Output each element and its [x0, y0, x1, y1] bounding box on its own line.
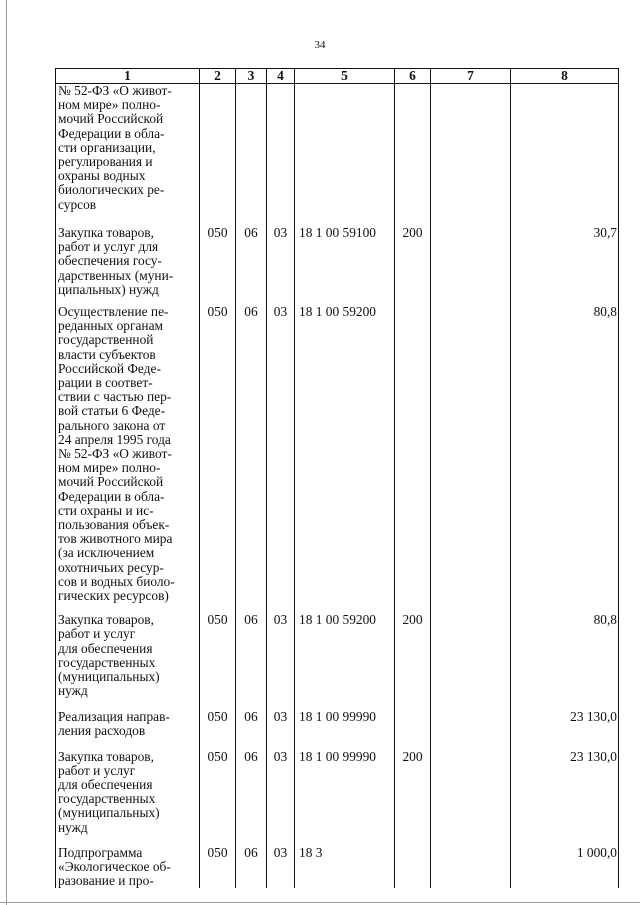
row-col7	[431, 699, 511, 739]
row-col7	[431, 214, 511, 297]
row-target-article: 18 1 00 59100	[295, 214, 395, 297]
row-section: 06	[236, 835, 267, 889]
table-row	[56, 835, 619, 889]
row-ministry-code: 050	[200, 739, 236, 835]
row-name: Закупка товаров, работ и услуг для обеспечения государственных (муниципальных) нужд	[56, 739, 200, 835]
table-row	[56, 84, 619, 215]
row-target-article: 18 1 00 99990	[295, 699, 395, 739]
row-section: 06	[236, 739, 267, 835]
table-row	[56, 214, 619, 297]
row-amount	[511, 84, 619, 215]
row-name: Реализация направ- ления расходов	[56, 699, 200, 739]
row-subsection	[267, 84, 295, 215]
row-name: Осуществление пе- реданных органам государственной власти субъектов Российской Феде- рации в соответ- ствии с частью пер- вой статьи 6 Феде- рального закона от 24 апреля 1995 года № 52-ФЗ «О живот- ном мире» полно- мочий Российской Федерации в обла- сти охраны и ис- пользования объек- тов животного мира (за исключением охотничьих ресур- сов и водных биоло- гических ресурсов)	[56, 297, 200, 603]
row-col7	[431, 739, 511, 835]
row-name: № 52-ФЗ «О живот- ном мире» полно- мочий Российской Федерации в обла- сти организации, регулирования и охраны водных биологических ре- сурсов	[56, 84, 200, 215]
table-row	[56, 739, 619, 835]
scan-edge-left	[6, 0, 7, 905]
row-expense-type	[395, 297, 431, 603]
header-col-7: 7	[431, 69, 511, 84]
row-amount: 23 130,0	[511, 699, 619, 739]
table-row	[56, 603, 619, 698]
row-subsection: 03	[267, 603, 295, 698]
row-subsection: 03	[267, 297, 295, 603]
row-expense-type	[395, 835, 431, 889]
budget-table-container	[55, 68, 618, 889]
page-number: 34	[314, 39, 326, 51]
row-amount: 80,8	[511, 297, 619, 603]
row-ministry-code: 050	[200, 835, 236, 889]
row-section: 06	[236, 214, 267, 297]
row-col7	[431, 297, 511, 603]
row-expense-type	[395, 699, 431, 739]
header-col-8: 8	[511, 69, 619, 84]
header-col-3: 3	[236, 69, 267, 84]
row-subsection: 03	[267, 214, 295, 297]
row-amount: 23 130,0	[511, 739, 619, 835]
row-subsection: 03	[267, 835, 295, 889]
row-section	[236, 84, 267, 215]
row-amount: 80,8	[511, 603, 619, 698]
row-ministry-code: 050	[200, 214, 236, 297]
row-target-article: 18 3	[295, 835, 395, 889]
header-col-2: 2	[200, 69, 236, 84]
row-name: Подпрограмма «Экологическое об- разование и про-	[56, 835, 200, 889]
row-expense-type: 200	[395, 214, 431, 297]
row-ministry-code	[200, 84, 236, 215]
header-col-4: 4	[267, 69, 295, 84]
row-target-article: 18 1 00 59200	[295, 603, 395, 698]
row-amount: 30,7	[511, 214, 619, 297]
row-col7	[431, 84, 511, 215]
row-name: Закупка товаров, работ и услуг для обеспечения госу- дарственных (муни- ципальных) нужд	[56, 214, 200, 297]
row-expense-type	[395, 84, 431, 215]
header-col-6: 6	[395, 69, 431, 84]
row-subsection: 03	[267, 739, 295, 835]
row-expense-type: 200	[395, 603, 431, 698]
row-target-article: 18 1 00 59200	[295, 297, 395, 603]
scan-edge-bottom	[0, 902, 640, 903]
header-row	[56, 69, 619, 84]
row-subsection: 03	[267, 699, 295, 739]
budget-table	[55, 68, 619, 888]
row-amount: 1 000,0	[511, 835, 619, 889]
row-col7	[431, 603, 511, 698]
row-ministry-code: 050	[200, 699, 236, 739]
table-row	[56, 699, 619, 739]
row-col7	[431, 835, 511, 889]
row-section: 06	[236, 297, 267, 603]
row-name: Закупка товаров, работ и услуг для обеспечения государственных (муниципальных) нужд	[56, 603, 200, 698]
row-target-article	[295, 84, 395, 215]
header-col-1: 1	[56, 69, 200, 84]
row-section: 06	[236, 699, 267, 739]
row-ministry-code: 050	[200, 297, 236, 603]
table-row	[56, 297, 619, 603]
header-col-5: 5	[295, 69, 395, 84]
row-ministry-code: 050	[200, 603, 236, 698]
row-expense-type: 200	[395, 739, 431, 835]
row-target-article: 18 1 00 99990	[295, 739, 395, 835]
row-section: 06	[236, 603, 267, 698]
